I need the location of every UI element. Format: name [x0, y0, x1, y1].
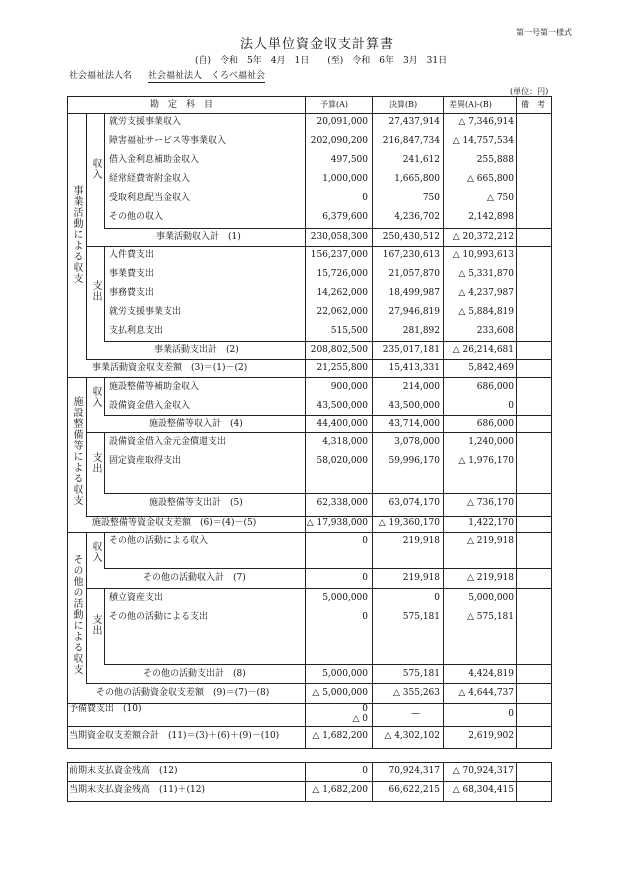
row-diff: △ 20,372,212 [452, 232, 514, 242]
row-actual: 3,078,000 [394, 437, 440, 447]
row-diff: △ 5,884,819 [458, 307, 514, 317]
row-budget: 497,500 [330, 155, 368, 165]
facility-income-label: 収入 [90, 386, 101, 408]
operating-expense-label: 支出 [90, 280, 101, 302]
row-budget: 5,000,000 [322, 593, 368, 603]
row-actual: 70,924,317 [388, 766, 440, 776]
row-actual: 18,499,987 [388, 288, 440, 298]
form-number: 第一号第一様式 [516, 28, 572, 37]
row-diff: △ 7,346,914 [458, 117, 514, 127]
row-budget: 14,262,000 [316, 288, 368, 298]
row-diff: △ 1,976,170 [458, 456, 514, 466]
row-budget: △ 17,938,000 [306, 518, 368, 528]
row-diff: 4,424,819 [468, 669, 514, 679]
header-actual: 決算(B) [389, 100, 418, 109]
row-actual: 21,057,870 [388, 269, 440, 279]
row-label: その他の収入 [109, 212, 164, 222]
row-diff: △ 14,757,534 [452, 136, 514, 146]
row-label: その他の活動収入計 (7) [143, 573, 246, 583]
operating-income-label: 収入 [90, 158, 101, 180]
header-notes: 備 考 [521, 100, 545, 109]
row-diff: △ 5,331,870 [458, 269, 514, 279]
row-actual: 281,892 [402, 326, 440, 336]
row-label: 受取利息配当金収入 [109, 193, 191, 203]
row-actual: 575,181 [402, 612, 440, 622]
row-label: 人件費支出 [109, 250, 155, 260]
row-diff: △ 4,644,737 [458, 688, 514, 698]
row-label: 施設整備等支出計 (5) [149, 498, 243, 508]
row-label: 経常経費寄附金収入 [109, 174, 191, 184]
row-actual: 750 [422, 193, 440, 203]
row-actual: 4,236,702 [394, 212, 440, 222]
row-budget: 15,726,000 [316, 269, 368, 279]
row-label: 当期末支払資金残高 (11)＋(12) [69, 785, 205, 795]
row-budget: △ 1,682,200 [312, 731, 368, 741]
row-label: 施設整備等資金収支差額 (6)＝(4)－(5) [92, 518, 257, 528]
facility-expense-label: 支出 [90, 452, 101, 474]
row-budget-secondary: △ 0 [352, 714, 368, 724]
row-label: その他の活動支出計 (8) [143, 669, 246, 679]
row-label: 事業活動収入計 (1) [156, 232, 241, 242]
row-label: 事業費支出 [109, 269, 155, 279]
row-label: その他の活動による支出 [109, 612, 209, 622]
row-diff: 1,240,000 [468, 437, 514, 447]
row-budget: 208,802,500 [310, 345, 368, 355]
row-diff: 0 [508, 401, 514, 411]
row-budget: 0 [362, 766, 368, 776]
row-actual: 216,847,734 [382, 136, 440, 146]
row-actual: 214,000 [402, 382, 440, 392]
row-budget: 43,500,000 [316, 401, 368, 411]
row-budget: 22,062,000 [316, 307, 368, 317]
row-actual: 59,996,170 [388, 456, 440, 466]
row-label: 積立資産支出 [109, 593, 164, 603]
row-label: 事業活動資金収支差額 (3)＝(1)－(2) [92, 363, 248, 373]
row-diff: △ 26,214,681 [452, 345, 514, 355]
row-budget: 900,000 [330, 382, 368, 392]
row-label: 施設整備等補助金収入 [109, 382, 200, 392]
row-diff: △ 665,800 [467, 174, 514, 184]
row-budget: 6,379,600 [322, 212, 368, 222]
section-facility: 施設整備等による収支 [71, 396, 82, 506]
row-diff: △ 4,237,987 [458, 288, 514, 298]
row-actual: 27,437,914 [388, 117, 440, 127]
header-diff: 差異(A)-(B) [449, 100, 492, 109]
row-actual: 43,500,000 [388, 401, 440, 411]
corporation-label: 社会福祉法人名 [69, 71, 133, 81]
row-actual: 241,612 [402, 155, 440, 165]
row-actual: 1,665,800 [394, 174, 440, 184]
row-actual: △ 355,263 [393, 688, 440, 698]
row-budget: 515,500 [330, 326, 368, 336]
row-label: 施設整備等収入計 (4) [149, 419, 243, 429]
row-diff: △ 70,924,317 [452, 766, 514, 776]
row-actual: — [411, 709, 420, 719]
row-diff: 2,142,898 [468, 212, 514, 222]
row-budget: △ 5,000,000 [312, 688, 368, 698]
other-income-label: 収入 [90, 541, 101, 563]
row-budget: 0 [362, 536, 368, 546]
row-label: 障害福祉サービス等事業収入 [109, 136, 227, 146]
row-label: 就労支援事業支出 [109, 307, 182, 317]
row-label: 就労支援事業収入 [109, 117, 182, 127]
row-label: 借入金利息補助金収入 [109, 155, 200, 165]
row-budget: 21,255,800 [316, 363, 368, 373]
row-budget: 0 [362, 193, 368, 203]
row-diff: 686,000 [476, 382, 514, 392]
row-label: 当期資金収支差額合計 (11)＝(3)＋(6)＋(9)－(10) [69, 731, 280, 741]
row-diff: 5,000,000 [468, 593, 514, 603]
row-budget: 230,058,300 [310, 232, 368, 242]
row-diff: 0 [508, 709, 514, 719]
header-account: 勘 定 科 目 [150, 100, 214, 110]
row-budget: 4,318,000 [322, 437, 368, 447]
row-diff: 255,888 [476, 155, 514, 165]
row-label: 予備費支出 (10) [69, 704, 142, 714]
row-budget: △ 1,682,200 [312, 785, 368, 795]
row-actual: △ 4,302,102 [384, 731, 440, 741]
row-diff: 2,619,902 [468, 731, 514, 741]
row-diff: △ 219,918 [467, 536, 514, 546]
row-budget: 0 [362, 704, 368, 714]
row-diff: 686,000 [476, 419, 514, 429]
row-label: 支払利息支出 [109, 326, 164, 336]
row-label: 設備資金借入金元金償還支出 [109, 437, 227, 447]
row-label: 固定資産取得支出 [109, 456, 182, 466]
row-budget: 0 [362, 573, 368, 583]
row-label: その他の活動による収入 [109, 536, 209, 546]
row-actual: 0 [434, 593, 440, 603]
row-actual: 167,230,613 [382, 250, 440, 260]
document-title: 法人単位資金収支計算書 [240, 37, 395, 52]
period: (自) 令和 5年 4月 1日 (至) 令和 6年 3月 31日 [195, 56, 448, 66]
row-diff: 1,422,170 [468, 518, 514, 528]
row-label: 事業活動支出計 (2) [154, 345, 239, 355]
unit-label: (単位：円) [510, 87, 549, 96]
row-diff: △ 68,304,415 [452, 785, 514, 795]
row-actual: 27,946,819 [388, 307, 440, 317]
row-actual: 250,430,512 [382, 232, 440, 242]
row-budget: 62,338,000 [316, 498, 368, 508]
header-budget: 予算(A) [320, 100, 349, 109]
row-actual: 63,074,170 [388, 498, 440, 508]
section-operating: 事業活動による収支 [71, 185, 82, 284]
row-diff: △ 575,181 [467, 612, 514, 622]
row-diff: 5,842,469 [468, 363, 514, 373]
row-actual: △ 19,360,170 [378, 518, 440, 528]
row-actual: 66,622,215 [388, 785, 440, 795]
row-actual: 43,714,000 [388, 419, 440, 429]
row-label: その他の活動資金収支差額 (9)＝(7)－(8) [96, 688, 270, 698]
corporation-name: 社会福祉法人 くろべ福祉会 [148, 71, 266, 81]
row-diff: △ 219,918 [467, 573, 514, 583]
row-actual: 235,017,181 [382, 345, 440, 355]
row-label: 事務費支出 [109, 288, 155, 298]
section-other: その他の活動による収支 [71, 554, 82, 675]
row-budget: 5,000,000 [322, 669, 368, 679]
row-diff: △ 736,170 [467, 498, 514, 508]
row-budget: 58,020,000 [316, 456, 368, 466]
row-budget: 0 [362, 612, 368, 622]
row-budget: 1,000,000 [322, 174, 368, 184]
other-expense-label: 支出 [90, 614, 101, 636]
row-actual: 219,918 [402, 573, 440, 583]
row-label: 前期末支払資金残高 (12) [69, 766, 178, 776]
row-budget: 156,237,000 [310, 250, 368, 260]
row-budget: 202,090,200 [310, 136, 368, 146]
row-diff: △ 10,993,613 [452, 250, 514, 260]
row-diff: 233,608 [476, 326, 514, 336]
row-actual: 575,181 [402, 669, 440, 679]
row-budget: 20,091,000 [316, 117, 368, 127]
row-diff: △ 750 [487, 193, 514, 203]
row-actual: 219,918 [402, 536, 440, 546]
row-actual: 15,413,331 [388, 363, 440, 373]
row-label: 設備資金借入金収入 [109, 401, 191, 411]
row-budget: 44,400,000 [316, 419, 368, 429]
